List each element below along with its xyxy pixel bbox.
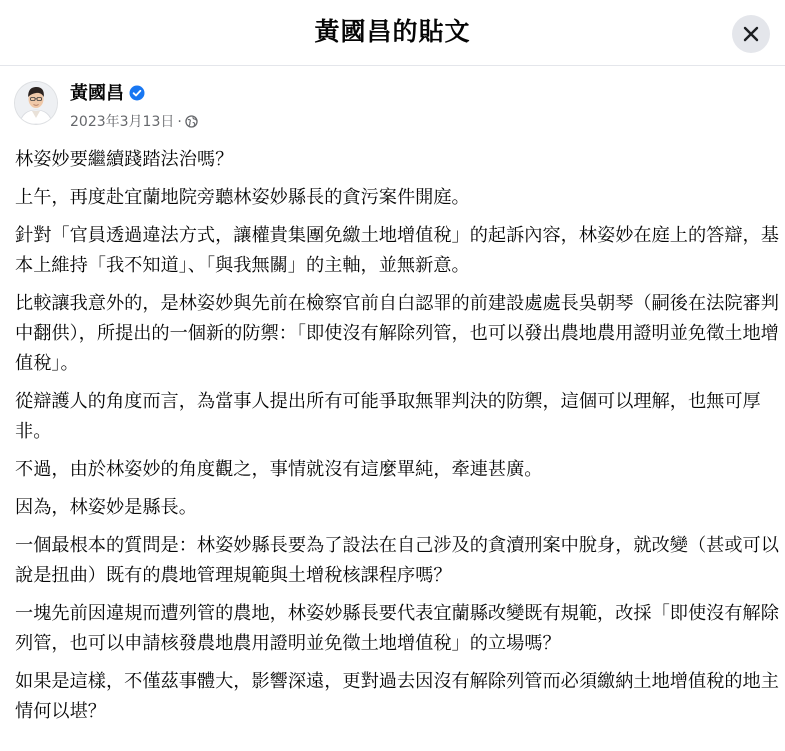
post-paragraph: 不過，由於林姿妙的角度觀之，事情就沒有這麼單純，牽連甚廣。 [15, 459, 543, 480]
post-paragraph: 一個最根本的質問是：林姿妙縣長要為了設法在自己涉及的貪瀆刑案中脫身，就改變（甚或可以說是扭曲）既有的農地管理規範與土增稅核課程序嗎？ [15, 535, 779, 586]
post-paragraph: 針對「官員透過違法方式，讓權貴集團免繳土地增值稅」的起訴內容，林姿妙在庭上的答辯，基本上維持「我不知道」、「與我無關」的主軸，並無新意。 [15, 225, 779, 276]
author-name[interactable]: 黃國昌 [70, 83, 124, 104]
author-name-line [70, 82, 145, 108]
post-body [15, 145, 781, 735]
meta-separator: · [177, 114, 182, 130]
close-button[interactable] [732, 15, 770, 53]
verified-badge-icon [129, 85, 145, 101]
post-author-row [15, 78, 715, 130]
dialog-header [0, 0, 785, 66]
post-paragraph: 比較讓我意外的，是林姿妙與先前在檢察官前自白認罪的前建設處處長吳朝琴（嗣後在法院審判中翻供），所提出的一個新的防禦：「即使沒有解除列管，也可以發出農地農用證明並免徵土地增值稅」。 [15, 293, 779, 374]
post-paragraph: 林姿妙要繼續踐踏法治嗎？ [15, 149, 234, 170]
post-paragraph: 因為，林姿妙是縣長。 [15, 497, 197, 518]
dialog-title: 黃國昌的貼文 [314, 17, 471, 46]
post-paragraph: 一塊先前因違規而遭列管的農地，林姿妙縣長要代表宜蘭縣改變既有規範，改採「即使沒有解除列管，也可以申請核發農地農用證明並免徵土地增值稅」的立場嗎？ [15, 603, 779, 654]
close-icon [743, 26, 759, 42]
avatar[interactable] [15, 82, 57, 124]
post-paragraph: 如果是這樣，不僅茲事體大，影響深遠，更對過去因沒有解除列管而必須繳納土地增值稅的地主情何以堪？ [15, 671, 779, 722]
post-paragraph: 從辯護人的角度而言，為當事人提出所有可能爭取無罪判決的防禦，這個可以理解，也無可厚非。 [15, 391, 761, 442]
globe-icon [185, 115, 198, 128]
post-paragraph: 上午，再度赴宜蘭地院旁聽林姿妙縣長的貪污案件開庭。 [15, 187, 470, 208]
post-date[interactable]: 2023年3月13日 [70, 114, 175, 130]
post-meta [70, 113, 198, 131]
avatar-portrait-icon [15, 82, 57, 124]
